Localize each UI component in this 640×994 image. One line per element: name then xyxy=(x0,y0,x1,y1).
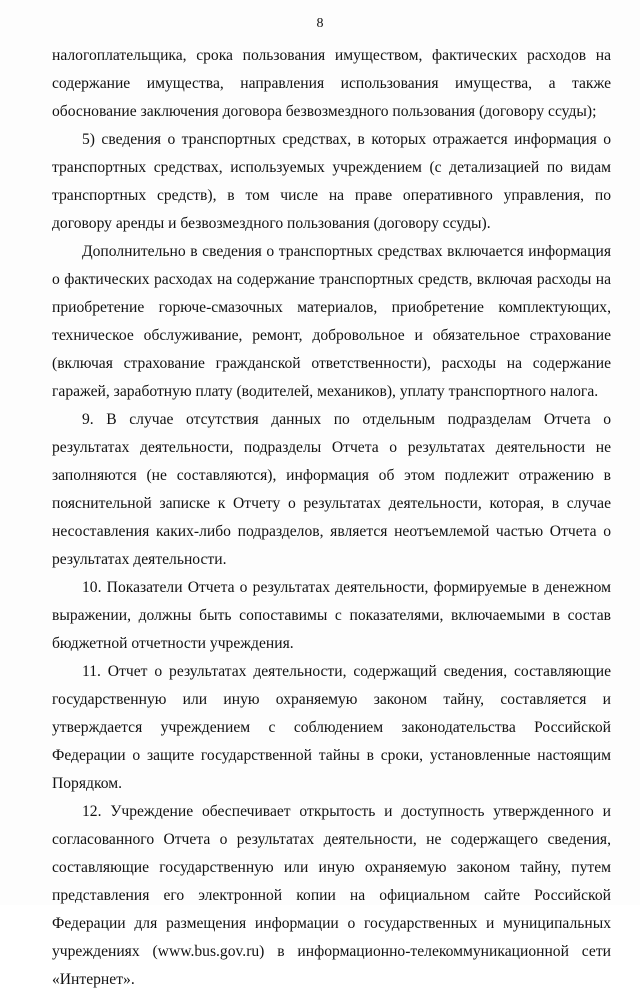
paragraph-clause-9: 9. В случае отсутствия данных по отдельным подразделам Отчета о результатах деятельности, подразделы Отчета о результатах деятельности не заполняются (не составляются), информация об этом подлежит отражению в пояснительной записке к Отчету о результатах деятельности, которая, в случае несоставления каких-либо подразделов, является неотъемлемой частью Отчета о результатах деятельности. xyxy=(52,411,611,568)
paragraph-item-5-vehicles: 5) сведения о транспортных средствах, в которых отражается информация о транспортных средствах, используемых учреждением (с детализацией по видам транспортных средств), в том числе на праве оперативного управления, по договору аренды и безвозмездного пользования (договору ссуды). xyxy=(52,131,611,232)
page-number: 8 xyxy=(316,16,324,31)
document-body xyxy=(52,42,611,994)
paragraph-continuation: налогоплательщика, срока пользования имуществом, фактических расходов на содержание имущества, направления использования имущества, а также обоснование заключения договора безвозмездного пользования (договору ссуды); xyxy=(52,47,611,120)
paragraph-clause-10: 10. Показатели Отчета о результатах деятельности, формируемые в денежном выражении, должны быть сопоставимы с показателями, включаемыми в состав бюджетной отчетности учреждения. xyxy=(52,579,611,652)
paragraph-vehicle-expenses: Дополнительно в сведения о транспортных средствах включается информация о фактических расходах на содержание транспортных средств, включая расходы на приобретение горюче-смазочных материалов, приобретение комплектующих, техническое обслуживание, ремонт, добровольное и обязательное страхование (включая страхование гражданской ответственности), расходы на содержание гаражей, заработную плату (водителей, механиков), уплату транспортного налога. xyxy=(52,243,611,400)
paragraph-clause-12: 12. Учреждение обеспечивает открытость и доступность утвержденного и согласованного Отчета о результатах деятельности, не содержащего сведения, составляющие государственную или иную охраняемую законом тайну, путем представления его электронной копии на официальном сайте Российской Федерации для размещения информации о государственных и муниципальных учреждениях (www.bus.gov.ru) в информационно-телекоммуникационной сети «Интернет». xyxy=(52,803,611,988)
paragraph-clause-11: 11. Отчет о результатах деятельности, содержащий сведения, составляющие государственную или иную охраняемую законом тайну, составляется и утверждается учреждением с соблюдением законодательства Российской Федерации о защите государственной тайны в сроки, установленные настоящим Порядком. xyxy=(52,663,611,792)
